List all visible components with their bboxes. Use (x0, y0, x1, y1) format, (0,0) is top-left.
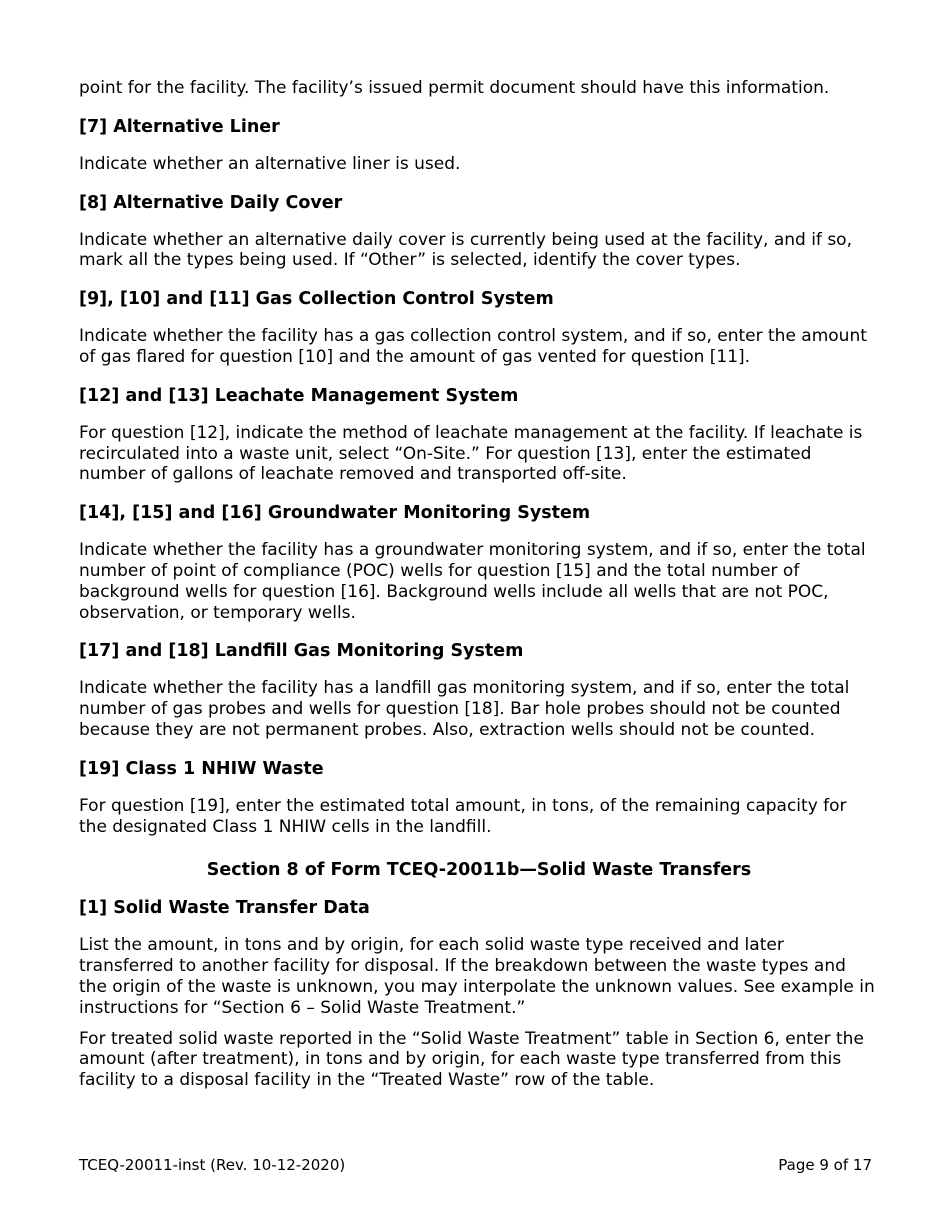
heading-solid-waste-transfer: [1] Solid Waste Transfer Data (79, 898, 370, 919)
heading-groundwater-monitoring: [14], [15] and [16] Groundwater Monitoring System (79, 503, 591, 524)
footer-form-id: TCEQ-20011-inst (Rev. 10-12-2020) (79, 1156, 346, 1174)
paragraph-landfill-gas-monitoring: Indicate whether the facility has a landfill gas monitoring system, and if so, enter the total number of gas probes and wells for question [18]. Bar hole probes should not be counted because they are not permanent probes. Also, extraction wells should not be counted. (79, 678, 850, 740)
footer-page-number: Page 9 of 17 (778, 1156, 872, 1174)
paragraph-alternative-liner: Indicate whether an alternative liner is used. (79, 153, 461, 174)
page-footer (79, 1156, 872, 1174)
paragraph-groundwater-monitoring: Indicate whether the facility has a groundwater monitoring system, and if so, enter the total number of point of compliance (POC) wells for question [15] and the total number of background wells for question [16]. Background wells include all wells that are not POC, observation, or temporary wells. (79, 540, 866, 623)
paragraph-alternative-daily-cover: Indicate whether an alternative daily cover is currently being used at the facility, and if so, mark all the types being used. If “Other” is selected, identify the cover types. (79, 229, 852, 271)
heading-class1-nhiw: [19] Class 1 NHIW Waste (79, 758, 324, 779)
heading-leachate-management: [12] and [13] Leachate Management System (79, 385, 519, 406)
paragraph-solid-waste-transfer-2: For treated solid waste reported in the “Solid Waste Treatment” table in Section 6, enter the amount (after treatment), in tons and by origin, for each waste type transferred from this facility to a disposal facility in the “Treated Waste” row of the table. (79, 1028, 864, 1091)
heading-alternative-liner: [7] Alternative Liner (79, 116, 280, 137)
section8-title: Section 8 of Form TCEQ-20011b—Solid Waste Transfers (206, 860, 752, 881)
paragraph-solid-waste-transfer-1: List the amount, in tons and by origin, for each solid waste type received and later transferred to another facility for disposal. If the breakdown between the waste types and the origin of the waste is unknown, you may interpolate the unknown values. See example in instructions for “Section 6 – Solid Waste Treatment.” (79, 935, 875, 1018)
heading-alternative-daily-cover: [8] Alternative Daily Cover (79, 192, 343, 213)
paragraph-leachate-management: For question [12], indicate the method of leachate management at the facility. If leachate is recirculated into a waste unit, select “On-Site.” For question [13], enter the estimated number of gallons of leachate removed and transported off-site. (79, 422, 863, 485)
heading-landfill-gas-monitoring: [17] and [18] Landfill Gas Monitoring System (79, 641, 524, 662)
paragraph-gas-collection: Indicate whether the facility has a gas collection control system, and if so, enter the amount of gas flared for question [10] and the amount of gas vented for question [11]. (79, 326, 867, 367)
paragraph-class1-nhiw: For question [19], enter the estimated total amount, in tons, of the remaining capacity for the designated Class 1 NHIW cells in the landfill. (79, 795, 847, 837)
intro-paragraph: point for the facility. The facility’s issued permit document should have this information. (79, 78, 830, 98)
heading-gas-collection: [9], [10] and [11] Gas Collection Control System (79, 289, 554, 310)
document-page (79, 78, 879, 1091)
